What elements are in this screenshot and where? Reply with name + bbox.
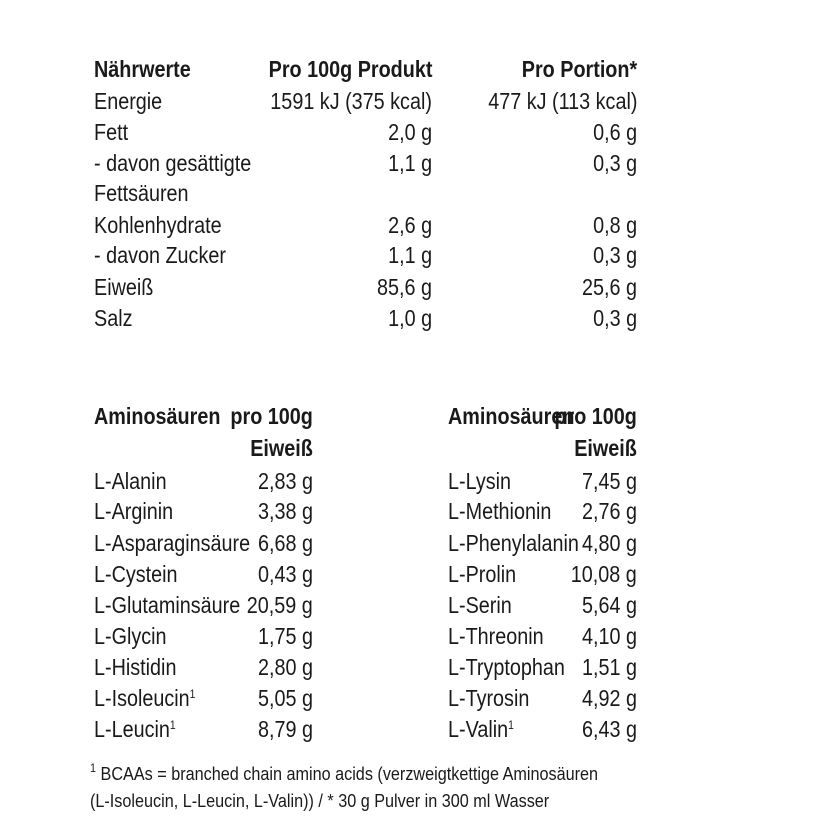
footnote-line-1: $^1$ BCAAs = branched chain amino acids (verzweigtkettige Aminosäuren (90, 761, 599, 784)
amino-name: L-Prolin (448, 561, 517, 587)
amino-left-value-header-2: Eiweiß (250, 435, 313, 461)
nutrition-header-name: Nährwerte (94, 56, 191, 82)
amino-name: L-Tryptophan (448, 654, 565, 680)
amino-name: L-Asparaginsäure (94, 530, 251, 556)
nutrient-per100: 2,0 g (388, 119, 432, 145)
footnote-line-2: (L-Isoleucin, L-Leucin, L-Valin)) / * 30 g Pulver in 300 ml Wasser (90, 791, 550, 811)
amino-name: L-Phenylalanin (448, 530, 579, 556)
nutrient-name: Energie (94, 88, 163, 114)
amino-name: L-Cystein (94, 561, 178, 587)
right-margin (737, 0, 840, 840)
amino-value: 4,80 g (582, 530, 637, 556)
nutrient-per100: 1,0 g (388, 305, 432, 331)
amino-value: 20,59 g (246, 592, 313, 618)
nutrient-name: Fettsäuren (94, 180, 189, 206)
amino-value: 7,45 g (582, 468, 637, 494)
amino-name: L-Tyrosin (448, 685, 530, 711)
footnote-marker: 1 (169, 718, 176, 732)
nutrient-name: Eiweiß (94, 274, 154, 300)
amino-right-value-header-2: Eiweiß (574, 435, 637, 461)
footnote-marker: 1 (90, 761, 97, 775)
amino-value: 1,75 g (258, 623, 313, 649)
nutrition-header-perportion: Pro Portion* (521, 56, 637, 82)
amino-name: L-Threonin (448, 623, 544, 649)
nutrient-per100: 2,6 g (388, 212, 432, 238)
amino-name: L-Alanin (94, 468, 167, 494)
amino-value: 1,51 g (582, 654, 637, 680)
nutrient-per100: 1591 kJ (375 kcal) (270, 88, 432, 114)
nutrient-perportion: 0,8 g (593, 212, 637, 238)
amino-name: L-Glutaminsäure (94, 592, 241, 618)
amino-name: L-Serin (448, 592, 512, 618)
amino-value: 3,38 g (258, 498, 313, 524)
nutrient-per100: 1,1 g (388, 242, 432, 268)
nutrient-per100: 85,6 g (377, 274, 432, 300)
nutrient-perportion: 0,3 g (593, 305, 637, 331)
nutrition-header-per100: Pro 100g Produkt (268, 56, 432, 82)
amino-value: 6,68 g (258, 530, 313, 556)
nutrient-name: - davon gesättigte (94, 150, 252, 176)
amino-value: 2,83 g (258, 468, 313, 494)
amino-left-header: Aminosäuren (94, 403, 221, 429)
nutrient-perportion: 0,3 g (593, 150, 637, 176)
nutrient-name: Fett (94, 119, 129, 145)
amino-name: L-Histidin (94, 654, 177, 680)
nutrient-name: Salz (94, 305, 133, 331)
nutrient-name: - davon Zucker (94, 242, 226, 268)
nutrient-name: Kohlenhydrate (94, 212, 222, 238)
amino-value: 2,80 g (258, 654, 313, 680)
nutrient-perportion: 25,6 g (582, 274, 637, 300)
nutrient-perportion: 477 kJ (113 kcal) (487, 88, 637, 114)
nutrient-per100: 1,1 g (388, 150, 432, 176)
amino-value: 5,05 g (258, 685, 313, 711)
amino-name: L-Methionin (448, 498, 552, 524)
amino-value: 4,92 g (582, 685, 637, 711)
amino-value: 4,10 g (582, 623, 637, 649)
amino-left-value-header-1: pro 100g (230, 403, 313, 429)
amino-value: 0,43 g (258, 561, 313, 587)
amino-right-value-header-1: pro 100g (554, 403, 637, 429)
amino-name: L-Isoleucin$^1$ (94, 685, 196, 711)
nutrient-perportion: 0,3 g (593, 242, 637, 268)
footnote-marker: 1 (189, 687, 196, 701)
amino-name: L-Leucin$^1$ (94, 716, 176, 742)
amino-name: L-Arginin (94, 498, 174, 524)
amino-value: 8,79 g (258, 716, 313, 742)
amino-name: L-Glycin (94, 623, 167, 649)
amino-value: 2,76 g (582, 498, 637, 524)
footnote-marker: 1 (508, 718, 514, 732)
amino-name: L-Lysin (448, 468, 512, 494)
amino-value: 5,64 g (582, 592, 637, 618)
amino-value: 10,08 g (570, 561, 637, 587)
amino-name: L-Valin$^1$ (448, 716, 514, 742)
amino-value: 6,43 g (582, 716, 637, 742)
nutrient-perportion: 0,6 g (593, 119, 637, 145)
amino-right-header: Aminosäuren (448, 403, 575, 429)
